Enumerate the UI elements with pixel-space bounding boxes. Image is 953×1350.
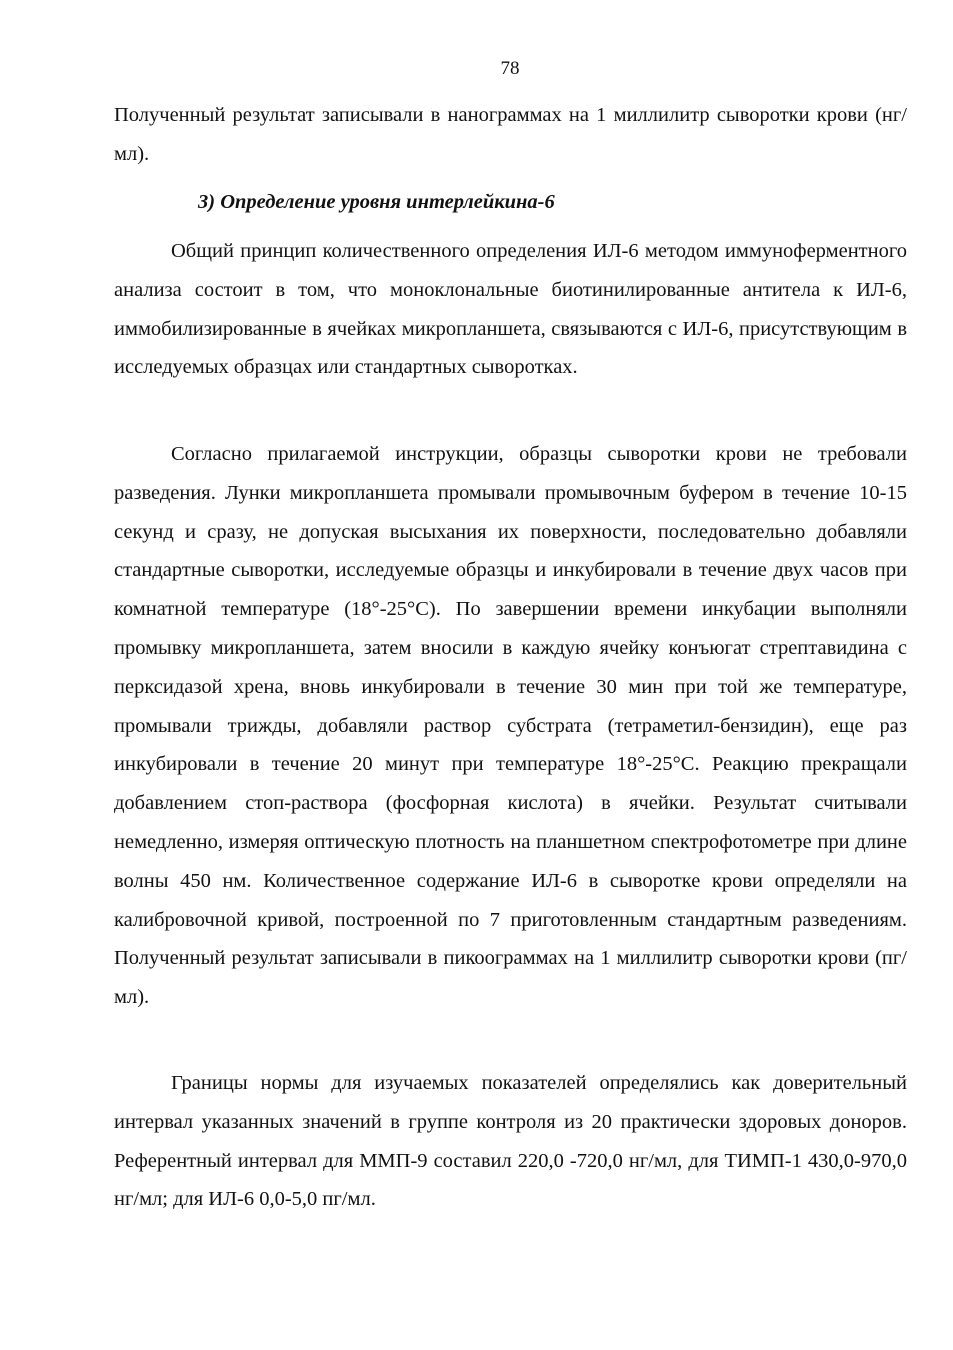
paragraph-result-ng: Полученный результат записывали в нанограммах на 1 миллилитр сыворотки крови (нг/мл). [114, 104, 907, 165]
paragraph-principle: Общий принцип количественного определения ИЛ-6 методом иммуноферментного анализа состоит в том, что моноклональные биотинилированные антитела к ИЛ-6, иммобилизированные в ячейках микропланшета, связываются с ИЛ-6, присутствующим в исследуемых образцах или стандартных сыворотках. [114, 240, 907, 379]
page-number: 78 [500, 58, 520, 79]
paragraph-reference-ranges: Границы нормы для изучаемых показателей определялись как доверительный интервал указанных значений в группе контроля из 20 практически здоровых доноров. Референтный интервал для ММП-9 составил 220,0 -720,0 нг/мл, для ТИМП-1 430,0-970,0 нг/мл; для ИЛ-6 0,0-5,0 пг/мл. [114, 1072, 907, 1211]
section-heading: 3) Определение уровня интерлейкина-6 [198, 191, 555, 213]
paragraph-procedure: Согласно прилагаемой инструкции, образцы сыворотки крови не требовали разведения. Лунки микропланшета промывали промывочным буфером в течение 10-15 секунд и сразу, не допуская высыхания их поверхности, последовательно добавляли стандартные сыворотки, исследуемые образцы и инкубировали в течение двух часов при комнатной температуре (18°-25°C). По завершении времени инкубации выполняли промывку микропланшета, затем вносили в каждую ячейку конъюгат стрептавидина с перксидазой хрена, вновь инкубировали в течение 30 мин при той же температуре, промывали трижды, добавляли раствор субстрата (тетраметил-бензидин), еще раз инкубировали в течение 20 минут при температуре 18°-25°C. Реакцию прекращали добавлением стоп-раствора (фосфорная кислота) в ячейки. Результат считывали немедленно, измеряя оптическую плотность на планшетном спектрофотометре при длине волны 450 нм. Количественное содержание ИЛ-6 в сыворотке крови определяли на калибровочной кривой, построенной по 7 приготовленным стандартным разведениям. Полученный результат записывали в пикоограммах на 1 миллилитр сыворотки крови (пг/мл). [114, 443, 907, 1009]
